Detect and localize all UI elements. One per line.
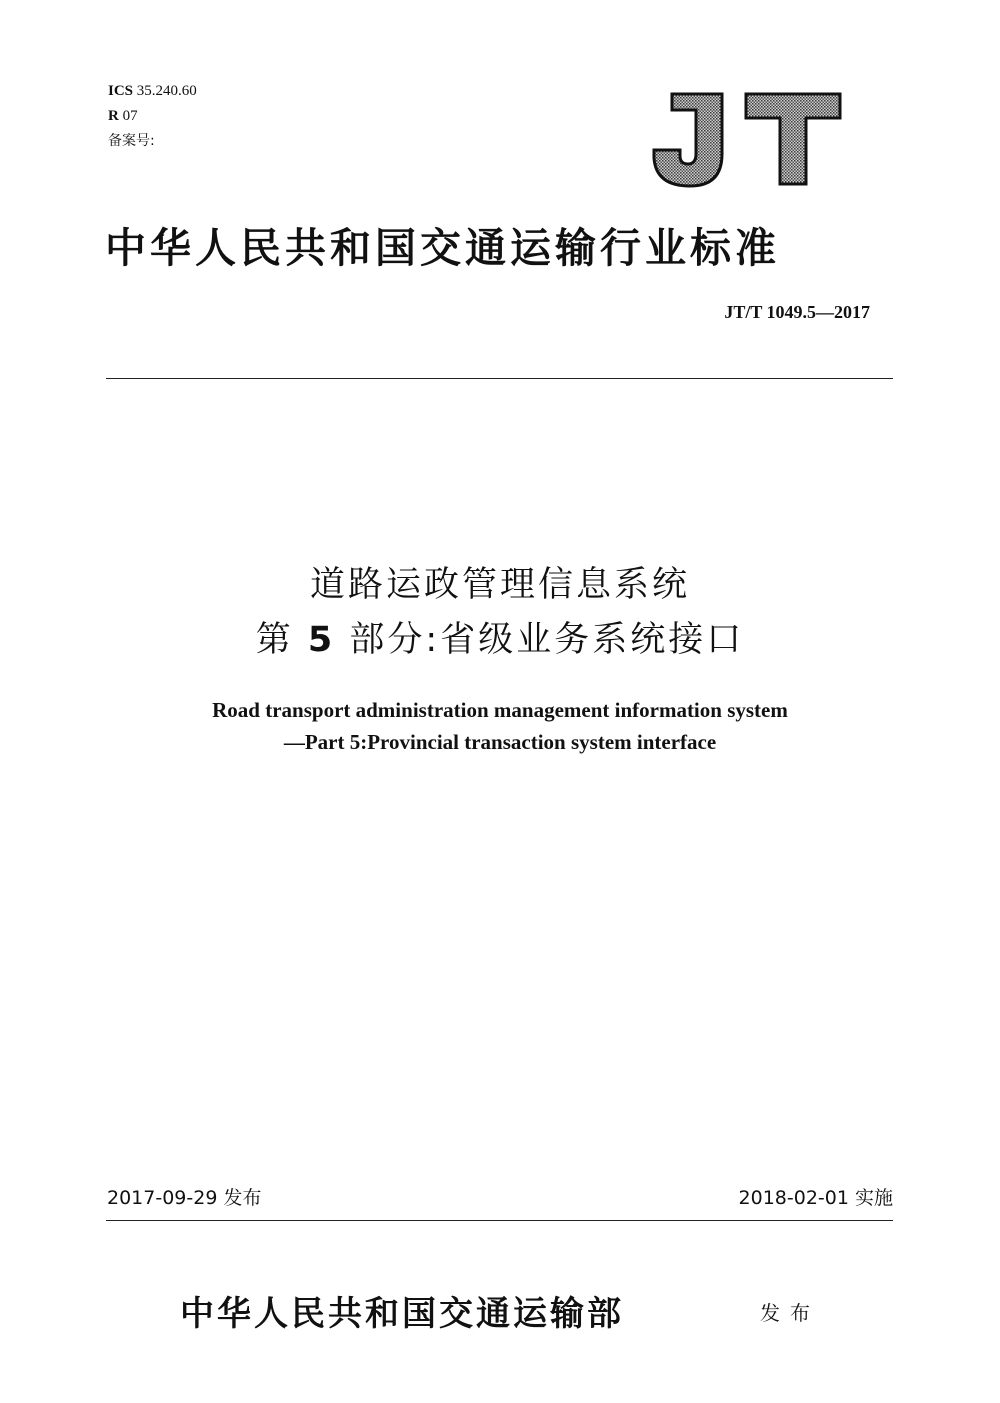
issue-date: 2017-09-29 发布 <box>107 1187 262 1209</box>
ics-code <box>108 82 197 100</box>
record-label: 备案号: <box>108 133 155 149</box>
title-zh-line2 <box>0 617 1000 663</box>
jt-logo <box>650 88 845 188</box>
record-number <box>108 132 155 150</box>
class-label: R <box>108 108 119 124</box>
class-value: 07 <box>122 108 138 124</box>
title-zh-line1: 道路运政管理信息系统 <box>309 565 690 605</box>
issuing-authority: 中华人民共和国交通运输部 <box>180 1294 624 1334</box>
effective-date: 2018-02-01 实施 <box>738 1187 893 1209</box>
standard-number: JT/T 1049.5—2017 <box>724 302 870 322</box>
issuer-suffix: 发布 <box>760 1301 820 1325</box>
ics-label: ICS <box>108 83 134 99</box>
title-en-line1: Road transport administration management information system <box>212 698 788 722</box>
class-code <box>108 107 138 125</box>
industry-standard-heading: 中华人民共和国交通运输行业标准 <box>105 224 780 272</box>
top-divider <box>106 378 893 379</box>
ics-value: 35.240.60 <box>136 83 197 99</box>
bottom-divider <box>106 1220 893 1221</box>
title-en-line2: —Part 5:Provincial transaction system interface <box>283 730 717 754</box>
title-zh-part-number: 5 <box>307 620 336 660</box>
title-zh-part-rest: 部分:省级业务系统接口 <box>349 620 745 660</box>
title-zh-part-prefix: 第 <box>255 620 294 660</box>
